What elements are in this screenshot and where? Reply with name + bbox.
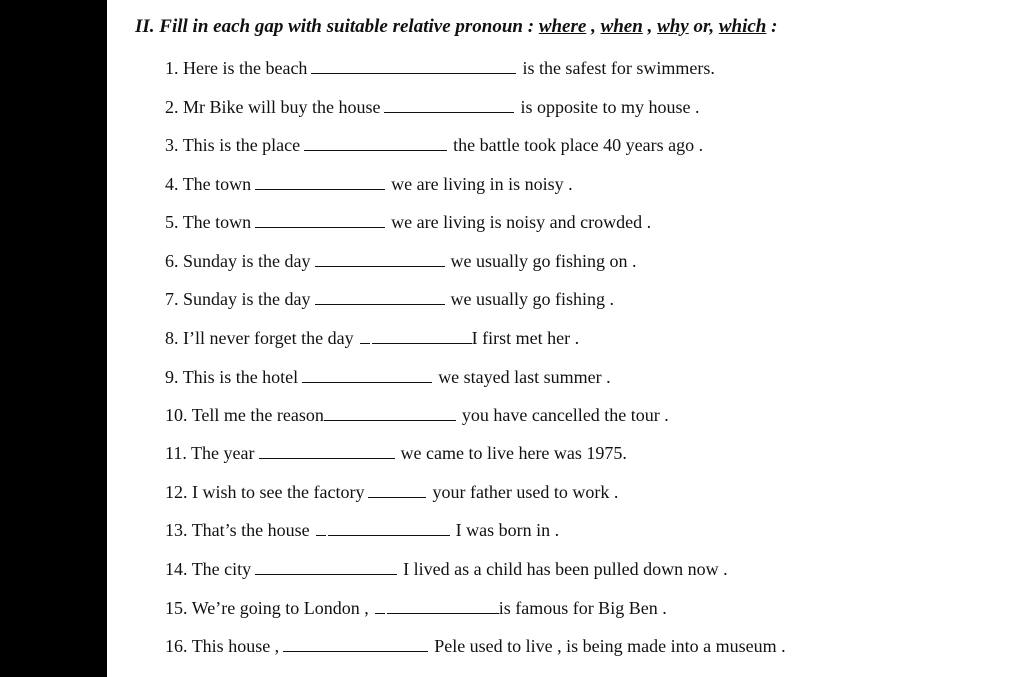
answer-blank-13[interactable] — [328, 521, 450, 536]
exercise-item-15: 15. We’re going to London , is famous for Big Ben . — [165, 598, 667, 618]
exercise-item-10: 10. Tell me the reason you have cancelled the tour . — [165, 405, 669, 425]
option-when: when — [600, 16, 643, 37]
answer-blank-11[interactable] — [259, 444, 395, 459]
answer-blank-2[interactable] — [384, 98, 514, 113]
exercise-heading: II. Fill in each gap with suitable relative pronoun : where , when , why or, which : — [135, 16, 778, 37]
answer-blank-9[interactable] — [302, 368, 432, 383]
exercise-item-7: 7. Sunday is the day we usually go fishing . — [165, 289, 614, 309]
answer-blank-16[interactable] — [283, 637, 428, 652]
answer-blank-4[interactable] — [255, 175, 385, 190]
answer-blank-10[interactable] — [324, 406, 456, 421]
worksheet-page — [107, 0, 1024, 677]
answer-blank-15[interactable] — [387, 599, 499, 614]
option-which: which — [718, 16, 767, 37]
exercise-item-4: 4. The town we are living in is noisy . — [165, 174, 573, 194]
heading-prefix: II. Fill in each gap with suitable relative pronoun : — [135, 16, 539, 37]
option-why: why — [657, 16, 689, 37]
exercise-item-16: 16. This house , Pele used to live , is being made into a museum . — [165, 636, 786, 656]
exercise-item-13: 13. That’s the house I was born in . — [165, 520, 560, 540]
exercise-item-9: 9. This is the hotel we stayed last summer . — [165, 367, 611, 387]
answer-blank-6[interactable] — [315, 252, 445, 267]
option-where: where — [538, 16, 587, 37]
exercise-item-8: 8. I’ll never forget the day I first met her . — [165, 328, 580, 348]
answer-blank-14[interactable] — [255, 560, 397, 575]
answer-blank-5[interactable] — [255, 213, 385, 228]
exercise-item-1: 1. Here is the beach is the safest for swimmers. — [165, 58, 715, 78]
answer-blank-12[interactable] — [368, 483, 426, 498]
exercise-item-12: 12. I wish to see the factory your father used to work . — [165, 482, 619, 502]
exercise-item-3: 3. This is the place the battle took place 40 years ago . — [165, 135, 704, 155]
exercise-item-11: 11. The year we came to live here was 1975. — [165, 443, 627, 463]
answer-blank-8[interactable] — [372, 329, 472, 344]
answer-blank-7[interactable] — [315, 290, 445, 305]
exercise-item-5: 5. The town we are living is noisy and crowded . — [165, 212, 652, 232]
exercise-item-14: 14. The city I lived as a child has been pulled down now . — [165, 559, 728, 579]
exercise-item-2: 2. Mr Bike will buy the house is opposite to my house . — [165, 97, 700, 117]
answer-blank-1[interactable] — [311, 59, 516, 74]
answer-blank-3[interactable] — [304, 136, 447, 151]
exercise-item-6: 6. Sunday is the day we usually go fishing on . — [165, 251, 637, 271]
